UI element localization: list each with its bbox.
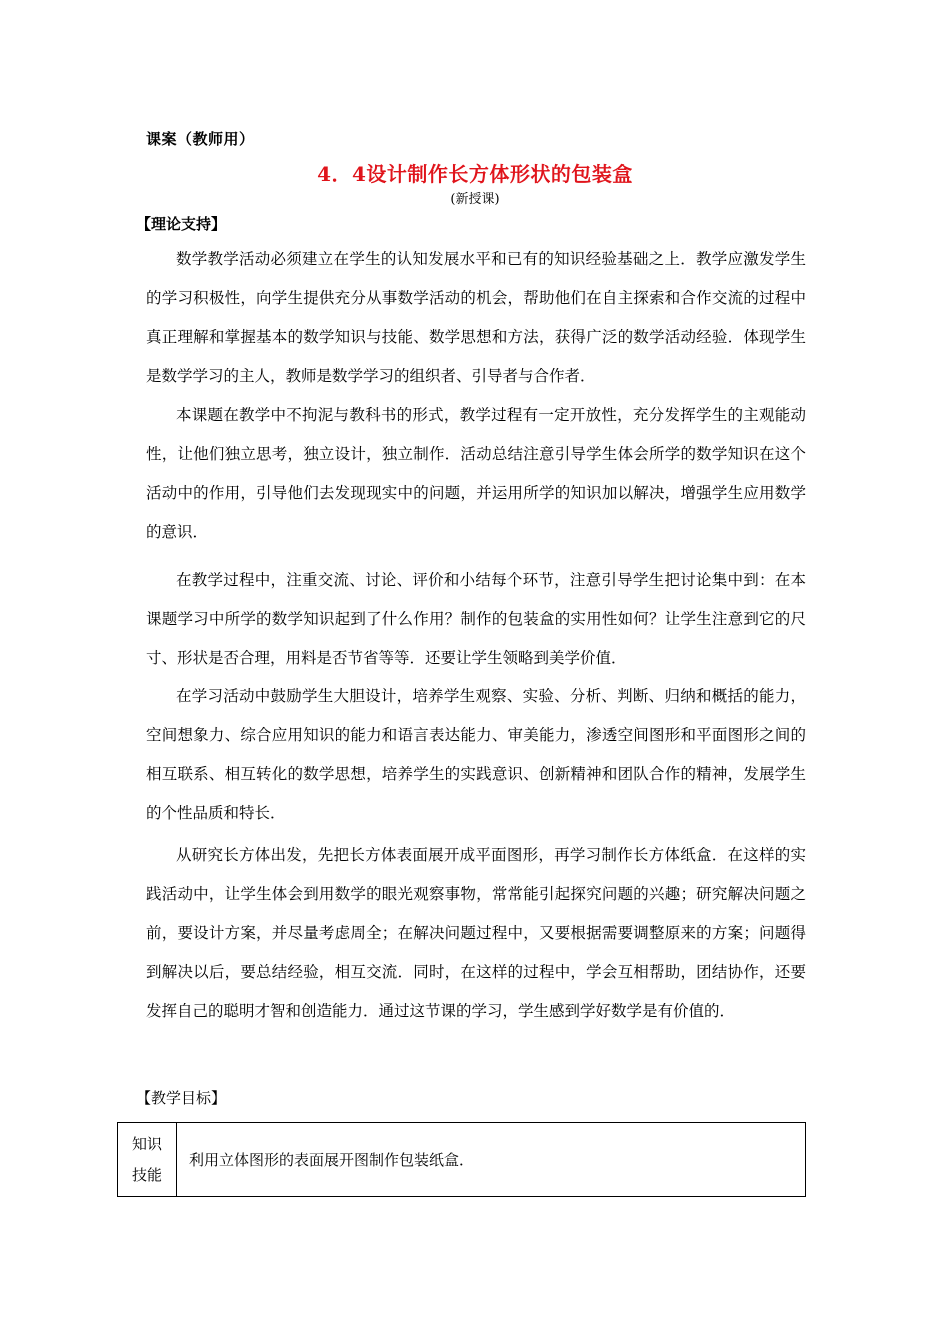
paragraph-theory-2: 本课题在教学中不拘泥与教科书的形式，教学过程有一定开放性，充分发挥学生的主观能动性，让他们独立思考，独立设计，独立制作．活动总结注意引导学生体会所学的数学知识在这个活动中的作用，引导他们去发现现实中的问题，并运用所学的知识加以解决，增强学生应用数学的意识． bbox=[146, 406, 806, 541]
objective-label-cell bbox=[118, 1123, 177, 1197]
objective-content-cell: 利用立体图形的表面展开图制作包装纸盒． bbox=[177, 1123, 806, 1197]
paragraph-theory-1: 数学教学活动必须建立在学生的认知发展水平和已有的知识经验基础之上．教学应激发学生的学习积极性，向学生提供充分从事数学活动的机会，帮助他们在自主探索和合作交流的过程中真正理解和掌握基本的数学知识与技能、数学思想和方法，获得广泛的数学活动经验．体现学生是数学学习的主人，教师是数学学习的组织者、引导者与合作者． bbox=[146, 250, 806, 385]
table-row bbox=[118, 1123, 806, 1197]
paragraph-theory-4: 在学习活动中鼓励学生大胆设计，培养学生观察、实验、分析、判断、归纳和概括的能力，空间想象力、综合应用知识的能力和语言表达能力、审美能力，渗透空间图形和平面图形之间的相互联系、相互转化的数学思想，培养学生的实践意识、创新精神和团队合作的精神，发展学生的个性品质和特长． bbox=[146, 687, 806, 822]
section-heading-objectives: 【教学目标】 bbox=[136, 1089, 227, 1107]
paragraph-theory-3: 在教学过程中，注重交流、讨论、评价和小结每个环节，注意引导学生把讨论集中到：在本课题学习中所学的数学知识起到了什么作用？制作的包装盒的实用性如何？让学生注意到它的尺寸、形状是否合理，用料是否节省等等．还要让学生领略到美学价值． bbox=[146, 571, 806, 667]
page-subtitle: (新授课) bbox=[450, 192, 500, 207]
doc-label: 课案（教师用） bbox=[146, 130, 255, 148]
objective-label-line2: 技能 bbox=[131, 1165, 162, 1184]
page-title: 4．4设计制作长方体形状的包装盒 bbox=[317, 162, 633, 186]
objective-label-line1: 知识 bbox=[131, 1134, 162, 1153]
objectives-table bbox=[117, 1122, 806, 1197]
paragraph-theory-5: 从研究长方体出发，先把长方体表面展开成平面图形，再学习制作长方体纸盒．在这样的实践活动中，让学生体会到用数学的眼光观察事物，常常能引起探究问题的兴趣；研究解决问题之前，要设计方案，并尽量考虑周全；在解决问题过程中，又要根据需要调整原来的方案；问题得到解决以后，要总结经验，相互交流．同时，在这样的过程中，学会互相帮助，团结协作，还要发挥自己的聪明才智和创造能力．通过这节课的学习，学生感到学好数学是有价值的． bbox=[146, 846, 806, 1020]
section-heading-theory: 【理论支持】 bbox=[136, 215, 227, 233]
